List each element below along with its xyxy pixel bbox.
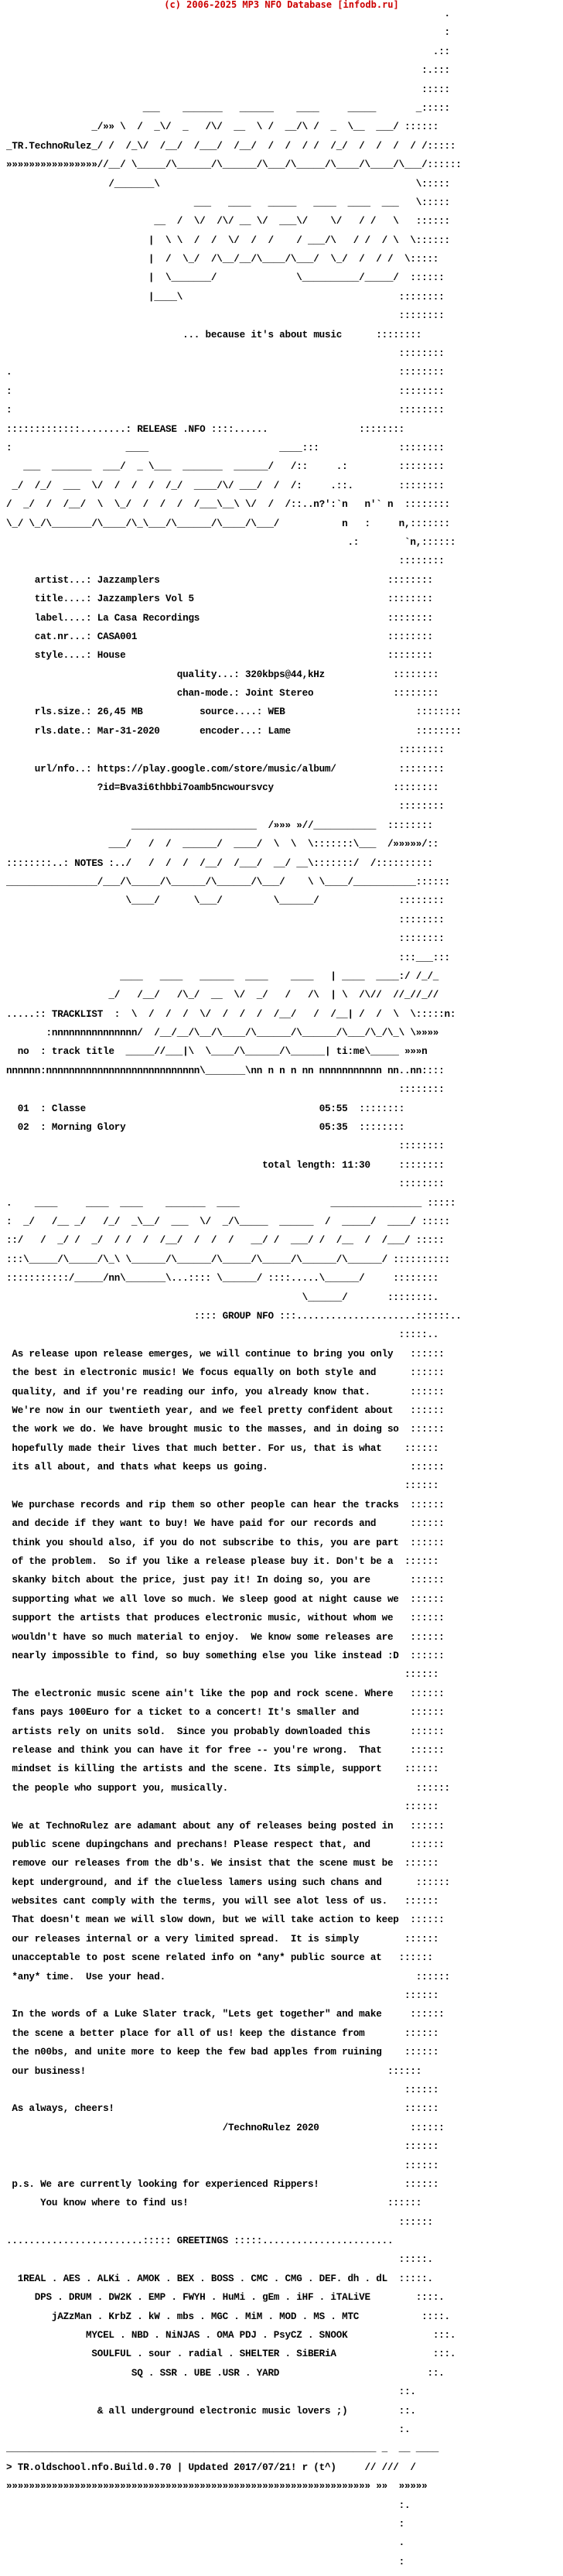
art-line: ::::::::	[6, 914, 445, 925]
group-text-line: ::::::	[12, 2084, 439, 2095]
release-quality: quality...: 320kbps@44,kHz ::::::::	[6, 669, 439, 680]
art-line: __ / \/ /\/ __ \/ ___\/ \/ / / \ ::::::	[6, 216, 450, 227]
group-text: unacceptable to post scene related info on *any* public source at	[12, 1952, 382, 1964]
track-row: 01 : Classe 05:55 ::::::::	[17, 1103, 405, 1114]
group-text: In the words of a Luke Slater track, "Lets get together" and make	[12, 2009, 382, 2020]
release-label: label....: La Casa Recordings ::::::::	[6, 612, 433, 624]
greetings-line: SOULFUL . sour . radial . SHELTER . SiBERiA :::.	[6, 2349, 456, 2360]
art-line: \_/ \_/\_______/\____/\_\___/\______/\____/\___/ n : n,:::::::	[6, 518, 450, 529]
group-text: p.s. We are currently looking for experienced Rippers!	[12, 2178, 319, 2190]
group-text-line: ::::::	[12, 1669, 439, 1681]
nfo-document	[6, 9, 462, 2576]
group-text-line: nearly impossible to find, so buy something else you like instead :D ::::::	[12, 1650, 445, 1661]
track-row: 02 : Morning Glory 05:35 ::::::::	[17, 1122, 405, 1134]
art-line: »»»»»»»»»»»»»»»»//__/ \_____/\______/\______/\___/\_____/\____/\____/\___/::::::	[6, 159, 462, 171]
group-text: mindset is killing the artists and the scene. Its simple, support	[12, 1764, 382, 1775]
group-text: You know where to find us!	[12, 2198, 189, 2209]
section-group-heading: :::: GROUP NFO :::.....................	[193, 1310, 416, 1322]
tracklist-no-header: no	[17, 1046, 29, 1058]
release-chanmode: chan-mode.: Joint Stereo ::::::::	[6, 688, 439, 700]
art-line: ______________________ /»»» »//___________ ::::::::	[6, 819, 433, 831]
track-time: 05:55	[319, 1103, 348, 1114]
greetings-text: SOULFUL . sour . radial . SHELTER . SiBERiA	[6, 2349, 336, 2360]
tracklist-time-header: ti:me	[336, 1046, 365, 1058]
art-line: ::::::	[6, 2216, 433, 2228]
catnr-value: CASA001	[97, 631, 138, 642]
art-line: | \_______/ \__________/_____/ ::::::	[6, 272, 445, 284]
art-line: : _/ /__ _/ /_/ _\__/ ___ \/ _/\_____ ______ / _____/ ____/ :::::	[6, 1216, 450, 1227]
art-line: :::::	[6, 84, 450, 95]
art-line: _/»» \ / _\/ _ /\/ __ \ / __/\ / _ \__ ___/ ::::::	[6, 121, 439, 133]
greetings-text: & all underground electronic music lovers ;)	[6, 2405, 348, 2417]
tagline: ... because it's about music	[183, 329, 343, 340]
group-text: support the artists that produces electronic music, without whom we	[12, 1613, 394, 1624]
group-text: the scene a better place for all of us! keep the distance from	[12, 2027, 365, 2039]
group-text: As release upon release emerges, we will continue to bring you only	[12, 1348, 394, 1360]
art-line: :	[6, 27, 450, 39]
art-line: : ::::::::	[6, 405, 445, 416]
track-time: 05:35	[319, 1122, 348, 1134]
group-text-line: the n00bs, and unite more to keep the few bad apples from ruining ::::::	[12, 2047, 439, 2058]
art-line: :.:::	[6, 65, 450, 77]
group-text: That doesn't mean we will slow down, but we will take action to keep	[12, 1914, 399, 1926]
group-text-line: /TechnoRulez 2020 ::::::	[12, 2122, 445, 2133]
encoder-value: Lame	[268, 725, 291, 737]
group-text-line: ::::::	[12, 1801, 439, 1813]
group-text: fans pays 100Euro for a ticket to a concert! It's smaller and	[12, 1707, 360, 1719]
release-date-encoder: rls.date.: Mar-31-2020 encoder...: Lame ::::::::	[6, 725, 462, 737]
group-text-line: think you should also, if you do not subscribe to this, you are part ::::::	[12, 1537, 445, 1548]
group-text: release and think you can have it for free -- you're wrong. That	[12, 1744, 382, 1756]
footer-build: > TR.oldschool.nfo.Build.0.70 | Updated 2017/07/21! r (t^)	[6, 2461, 336, 2473]
section-group-line: :::: GROUP NFO :::.....................::::::..	[193, 1310, 462, 1322]
group-text: *any* time. Use your head.	[12, 1971, 166, 1982]
group-text: wouldn't have so much material to enjoy. We know some releases are	[12, 1631, 394, 1643]
group-text-line: ::::::	[12, 2160, 439, 2171]
release-url: url/nfo..: https://play.google.com/store/music/album/ ::::::::	[6, 763, 445, 775]
release-catnr: cat.nr...: CASA001 ::::::::	[6, 631, 433, 642]
group-text: its all about, and thats what keeps us going.	[12, 1462, 268, 1473]
art-line: : ____ ____::: ::::::::	[6, 442, 445, 453]
group-text-line: As release upon release emerges, we will continue to bring you only ::::::	[12, 1348, 445, 1360]
group-text: /TechnoRulez 2020	[12, 2122, 319, 2133]
group-text-line: fans pays 100Euro for a ticket to a concert! It's smaller and ::::::	[12, 1707, 445, 1719]
art-line: »»»»»»»»»»»»»»»»»»»»»»»»»»»»»»»»»»»»»»»»»»»»»»»»»»»»»»»»»»»»»»»» »» »»»»»	[6, 2481, 428, 2492]
art-line: nnnnnn:nnnnnnnnnnnnnnnnnnnnnnnnnnn\_______\nn n n n nn nnnnnnnnnnn nn..nn::::	[6, 1065, 445, 1076]
url-value: https://play.google.com/store/music/album/	[97, 763, 336, 775]
group-text: We're now in our twentieth year, and we feel pretty confident about	[12, 1404, 394, 1416]
greetings-line: DPS . DRUM . DW2K . EMP . FWYH . HuMi . gEm . iHF . iTALiVE ::::.	[6, 2292, 445, 2304]
group-text-line: websites cant comply with the terms, you will see alot less of us. ::::::	[12, 1896, 439, 1907]
section-tracklist-heading: .....:: TRACKLIST :	[6, 1008, 121, 1020]
art-line: . ::::::::	[6, 367, 445, 378]
group-text-line: of the problem. So if you like a release please buy it. Don't be a ::::::	[12, 1556, 439, 1568]
total-length-line: total length: 11:30 ::::::::	[262, 1159, 445, 1171]
group-text-line: *any* time. Use your head. ::::::	[12, 1971, 450, 1982]
group-text-line: As always, cheers! ::::::	[12, 2103, 439, 2115]
group-text: the n00bs, and unite more to keep the few bad apples from ruining	[12, 2047, 382, 2058]
group-text: the work we do. We have brought music to the masses, and in doing so	[12, 1424, 399, 1435]
release-url2: ?id=Bva3i6thbbi7oamb5ncwoursvcy ::::::::	[97, 782, 439, 794]
art-line: ___/ / / ______/ ____/ \ \ \:::::::\___ /»»»»»/::	[6, 839, 439, 850]
group-text: kept underground, and if the clueless lamers using such chans and	[12, 1876, 382, 1888]
art-line: :::\_____/\_____/\_\ \______/\______/\_____/\_____/\______/\______/ ::::::::::	[6, 1254, 450, 1265]
group-text-line: and decide if they want to buy! We have paid for our records and ::::::	[12, 1518, 445, 1530]
title-value: Jazzamplers Vol 5	[97, 594, 194, 605]
track-title: Classe	[51, 1103, 87, 1114]
group-text-line: You know where to find us! ::::::	[12, 2198, 422, 2209]
section-notes-line: ::::::::..: NOTES :../ / / / /__/ /___/ __/ __\:::::::/ /::::::::::	[6, 857, 433, 869]
rlssize-value: 26,45 MB	[97, 706, 143, 718]
group-text-line: the scene a better place for all of us! keep the distance from ::::::	[12, 2027, 439, 2039]
group-text: think you should also, if you do not subscribe to this, you are part	[12, 1537, 399, 1548]
group-text-line: We at TechnoRulez are adamant about any of releases being posted in ::::::	[12, 1820, 445, 1832]
art-line: ____ ____ ______ ____ ____ | ____ ____:/ /_/_	[6, 970, 439, 982]
art-line: : ::::::::	[6, 385, 445, 397]
copyright-banner: (c) 2006-2025 MP3 NFO Database [infodb.ru]	[164, 0, 399, 10]
group-text-line: In the words of a Luke Slater track, "Lets get together" and make ::::::	[12, 2009, 445, 2020]
art-line: ::::::::	[6, 1141, 445, 1152]
greetings-line: jAZzMan . KrbZ . kW . mbs . MGC . MiM . MOD . MS . MTC ::::.	[6, 2311, 450, 2322]
group-text: We purchase records and rip them so other people can hear the tracks	[12, 1499, 399, 1510]
group-text-line: wouldn't have so much material to enjoy. We know some releases are ::::::	[12, 1631, 445, 1643]
art-line: /_______\ \:::::	[6, 178, 450, 190]
artist-value: Jazzamplers	[97, 574, 160, 586]
art-line: _TR.TechnoRulez_/ / /_\/ /__/ /___/ /__/ / / / / /_/ / / / / /:::::	[6, 140, 456, 152]
group-text-line: ::::::	[12, 2141, 439, 2153]
group-text-line: the work we do. We have brought music to the masses, and in doing so ::::::	[12, 1424, 445, 1435]
tracklist-header-line: no : track title _____//___|\ \____/\______/\______| ti:me\_____ »»»n	[17, 1046, 428, 1058]
art-line: ::::::::	[6, 744, 445, 756]
group-text-line: our business! ::::::	[12, 2065, 422, 2077]
group-text-line: We're now in our twentieth year, and we feel pretty confident about ::::::	[12, 1404, 445, 1416]
art-line: ::::::::	[6, 801, 445, 812]
group-text-line: p.s. We are currently looking for experienced Rippers! ::::::	[12, 2178, 439, 2190]
art-line: ________________/___/\_____/\______/\______/\___/ \ \____/___________::::::	[6, 876, 450, 888]
art-line: \______/ ::::::::.	[6, 1291, 439, 1303]
group-text-line: unacceptable to post scene related info on *any* public source at ::::::	[12, 1952, 433, 1964]
art-line: / _/ / /__/ \ \_/ / / / /___\__\ \/ / /::..n?':`n n'` n ::::::::	[6, 499, 450, 511]
tracklist-title-header: track title	[51, 1046, 114, 1058]
group-text-line: supporting what we all love so much. We sleep good at night cause we ::::::	[12, 1593, 445, 1605]
art-line: ::::::::	[6, 933, 445, 945]
greetings-text: jAZzMan . KrbZ . kW . mbs . MGC . MiM . MOD . MS . MTC	[6, 2311, 360, 2322]
section-greetings-heading: ........................::::: GREETINGS :::::.......................	[6, 2236, 394, 2247]
art-line: ___ _______ ______ ____ _____ _:::::	[6, 102, 450, 114]
art-line: ::/ / _/ / _/ / / / /__/ / / / __/ / ___/ / /__ / /___/ :::::	[6, 1235, 445, 1247]
section-release-line: :::::::::::::........: RELEASE .NFO ::::...... ::::::::	[6, 423, 405, 435]
group-text: The electronic music scene ain't like the pop and rock scene. Where	[12, 1688, 394, 1699]
art-line: :::::::::::/_____/nn\_______\...:::: \______/ ::::.....\______/ ::::::::	[6, 1273, 439, 1285]
group-text: the best in electronic music! We focus equally on both style and	[12, 1367, 377, 1379]
art-line: ___ ____ _____ ____ ____ ___ \:::::	[6, 197, 450, 208]
art-line: | \ \ / / \/ / / / ___/\ / / / \ \::::::	[6, 234, 450, 246]
art-line: _/ /__/ /\_/ __ \/ _/ / /\ | \ /\// //_//_//	[6, 990, 439, 1001]
art-line: :nnnnnnnnnnnnnnn/ /__/__/\__/\____/\______/\______/\___/\_/\_\ \»»»»	[6, 1028, 439, 1039]
group-text-line: our releases internal or a very limited spread. It is simply ::::::	[12, 1933, 439, 1945]
group-text: supporting what we all love so much. We sleep good at night cause we	[12, 1593, 399, 1605]
tagline-line: ... because it's about music ::::::::	[183, 329, 422, 340]
group-text: skanky bitch about the price, just pay it! In doing so, you are	[12, 1575, 370, 1586]
track-no: 01	[17, 1103, 29, 1114]
art-line: ::::::::	[6, 348, 445, 360]
art-line: _/ /_/ ___ \/ / / / /_/ ____/\/ ___/ / /: .::. ::::::::	[6, 480, 445, 491]
art-line: |____\ ::::::::	[6, 291, 445, 303]
art-line: ::::::::	[6, 556, 445, 567]
group-text: our business!	[12, 2065, 87, 2077]
group-text-line: The electronic music scene ain't like the pop and rock scene. Where ::::::	[12, 1688, 445, 1699]
art-line: .: `n,::::::	[6, 536, 456, 548]
art-line: :	[6, 2556, 405, 2567]
greetings-line: & all underground electronic music lovers ;) ::.	[6, 2405, 416, 2417]
rlsdate-value: Mar-31-2020	[97, 725, 160, 737]
art-line: ::::::::	[6, 1084, 445, 1096]
release-title: title....: Jazzamplers Vol 5 ::::::::	[6, 594, 433, 605]
art-line: :::::.	[6, 2254, 433, 2266]
art-line: ::::::::	[6, 310, 445, 322]
group-text-line: mindset is killing the artists and the scene. Its simple, support ::::::	[12, 1764, 439, 1775]
art-line: . ____ ____ ____ _______ ____ ________________ :::::	[6, 1197, 456, 1209]
group-text-line: remove our releases from the db's. We insist that the scene must be ::::::	[12, 1858, 439, 1870]
section-greetings-line	[6, 2236, 462, 2246]
release-artist: artist...: Jazzamplers ::::::::	[6, 574, 433, 586]
group-text: our releases internal or a very limited spread. It is simply	[12, 1933, 360, 1945]
group-text-line: That doesn't mean we will slow down, but we will take action to keep ::::::	[12, 1914, 445, 1926]
chanmode-value: Joint Stereo	[245, 688, 314, 700]
group-text: artists rely on units sold. Since you probably downloaded this	[12, 1726, 370, 1737]
group-text-line: ::::::	[12, 1480, 439, 1492]
group-text: quality, and if you're reading our info, you already know that.	[12, 1386, 370, 1397]
greetings-line: MYCEL . NBD . NiNJAS . OMA PDJ . PsyCZ . SNOOK :::.	[6, 2330, 456, 2342]
group-text-line: kept underground, and if the clueless lamers using such chans and ::::::	[12, 1876, 450, 1888]
group-text: As always, cheers!	[12, 2103, 114, 2115]
group-text: and decide if they want to buy! We have paid for our records and	[12, 1518, 377, 1530]
group-text: public scene dupingchans and prechans! Please respect that, and	[12, 1839, 370, 1850]
group-text: websites cant comply with the terms, you will see alot less of us.	[12, 1896, 387, 1907]
art-line: :.	[6, 2499, 411, 2511]
group-text: of the problem. So if you like a release please buy it. Don't be a	[12, 1556, 394, 1568]
art-line: :.	[6, 2424, 411, 2435]
group-text-line: support the artists that produces electronic music, without whom we ::::::	[12, 1613, 445, 1624]
art-line: ::::::::	[6, 1179, 445, 1190]
greetings-text: MYCEL . NBD . NiNJAS . OMA PDJ . PsyCZ . SNOOK	[6, 2330, 348, 2342]
section-release-heading: :::::::::::::........: RELEASE .NFO ::::......	[6, 423, 268, 435]
group-text: We at TechnoRulez are adamant about any of releases being posted in	[12, 1820, 394, 1832]
group-text-line: the best in electronic music! We focus equally on both style and ::::::	[12, 1367, 445, 1379]
greetings-line: SQ . SSR . UBE .USR . YARD ::.	[6, 2367, 445, 2379]
quality-value: 320kbps@44,kHz	[245, 669, 326, 680]
group-text-line: release and think you can have it for free -- you're wrong. That ::::::	[12, 1744, 445, 1756]
greetings-line: ::.	[6, 2386, 416, 2398]
footer-build-line: > TR.oldschool.nfo.Build.0.70 | Updated 2017/07/21! r (t^) // /// /	[6, 2461, 416, 2473]
group-text-line: skanky bitch about the price, just pay it! In doing so, you are ::::::	[12, 1575, 445, 1586]
greetings-text: 1REAL . AES . ALKi . AMOK . BEX . BOSS . CMC . CMG . DEF. dh . dL	[6, 2273, 387, 2284]
group-text-line: its all about, and thats what keeps us going. ::::::	[12, 1462, 445, 1473]
group-text-line: the people who support you, musically. ::::::	[12, 1782, 450, 1794]
total-length: total length: 11:30	[262, 1159, 370, 1171]
release-style: style....: House ::::::::	[6, 650, 433, 662]
art-line: ___ _______ ___/ _ \___ _______ ______/ /:: .: ::::::::	[6, 461, 445, 473]
art-line: | / \_/ /\__/__/\____/\___/ \_/ / / / \:::::	[6, 254, 439, 265]
greetings-text: SQ . SSR . UBE .USR . YARD	[6, 2367, 280, 2379]
art-line: \____/ \___/ \______/ ::::::::	[6, 895, 445, 907]
group-text: nearly impossible to find, so buy something else you like instead :D	[12, 1650, 399, 1661]
art-line: :::::..	[6, 1329, 439, 1341]
track-no: 02	[17, 1122, 29, 1134]
style-value: House	[97, 650, 126, 662]
section-notes-heading: ::::::::..: NOTES :..	[6, 857, 126, 869]
section-tracklist-line: .....:: TRACKLIST : \ / / / \/ / / / /__/ / /__| / / \ \:::::n:	[6, 1008, 456, 1020]
url2-value: ?id=Bva3i6thbbi7oamb5ncwoursvcy	[97, 782, 274, 794]
art-line: _________________________________________________________________ _ __ ____	[6, 2443, 439, 2455]
group-text-line: We purchase records and rip them so other people can hear the tracks ::::::	[12, 1499, 445, 1510]
label-value: La Casa Recordings	[97, 612, 200, 624]
group-text-line: ::::::	[12, 1990, 439, 2002]
group-text-line: artists rely on units sold. Since you probably downloaded this ::::::	[12, 1726, 445, 1737]
group-text: remove our releases from the db's. We insist that the scene must be	[12, 1858, 394, 1870]
group-text: the people who support you, musically.	[12, 1782, 228, 1794]
group-text-line: hopefully made their lives that much better. For us, that is what ::::::	[12, 1442, 439, 1454]
greetings-line: 1REAL . AES . ALKi . AMOK . BEX . BOSS . CMC . CMG . DEF. dh . dL :::::.	[6, 2273, 433, 2284]
source-value: WEB	[268, 706, 285, 718]
track-title: Morning Glory	[51, 1122, 126, 1134]
art-line: .	[6, 9, 450, 19]
group-text-line: quality, and if you're reading our info, you already know that. ::::::	[12, 1386, 445, 1397]
release-size-source: rls.size.: 26,45 MB source....: WEB ::::::::	[6, 706, 462, 718]
art-line: .	[6, 2537, 405, 2549]
group-text: hopefully made their lives that much better. For us, that is what	[12, 1442, 382, 1454]
art-line: :::___:::	[6, 952, 450, 963]
art-line: .::	[6, 46, 450, 57]
greetings-text: DPS . DRUM . DW2K . EMP . FWYH . HuMi . gEm . iHF . iTALiVE	[6, 2292, 370, 2304]
group-text-line: public scene dupingchans and prechans! Please respect that, and ::::::	[12, 1839, 445, 1850]
art-line: :	[6, 2518, 405, 2530]
